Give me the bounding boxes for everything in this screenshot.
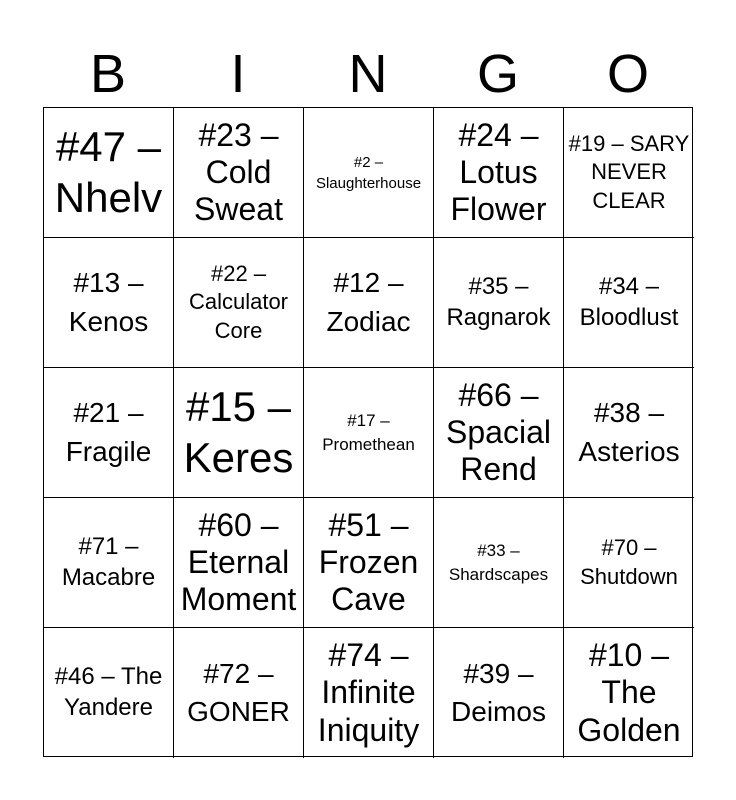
bingo-cell[interactable] [174,368,304,498]
bingo-cell-label: #17 – Promethean [322,410,415,454]
bingo-cell-label: #10 – The Golden [577,637,681,748]
bingo-cell[interactable] [434,238,564,368]
bingo-cell[interactable] [174,628,304,758]
bingo-cell[interactable] [174,238,304,368]
bingo-cell[interactable] [564,108,694,238]
bingo-cell-label: #72 – GONER [187,657,290,727]
bingo-cell[interactable] [564,238,694,368]
bingo-cell[interactable] [304,238,434,368]
bingo-cell[interactable] [434,368,564,498]
header-letter-i: I [230,44,246,104]
header-letter-g: G [476,44,519,104]
bingo-cell[interactable] [434,108,564,238]
bingo-cell-label: #19 – SARY NEVER CLEAR [568,130,690,213]
header-letter-n: N [348,44,388,104]
bingo-cell[interactable] [304,108,434,238]
bingo-cell[interactable] [434,628,564,758]
bingo-cell[interactable] [564,628,694,758]
bingo-cell-label: #70 – Shutdown [580,534,678,589]
bingo-cell-label: #38 – Asterios [578,397,680,467]
bingo-cell[interactable] [44,238,174,368]
bingo-cell-label: #60 – Eternal Moment [180,506,297,618]
bingo-cell-label: #13 – Kenos [68,267,149,337]
header-letter-b: B [89,44,127,104]
header-letter-o: O [606,44,649,104]
bingo-header [43,40,693,108]
bingo-cell-label: #33 – Shardscapes [448,540,549,584]
bingo-cell[interactable] [44,628,174,758]
bingo-cell[interactable] [304,368,434,498]
bingo-cell[interactable] [304,628,434,758]
bingo-cell[interactable] [564,498,694,628]
bingo-cell-label: #23 – Cold Sweat [194,116,283,228]
bingo-cell-label: #74 – Infinite Iniquity [317,637,420,748]
bingo-cell[interactable] [174,498,304,628]
bingo-cell-label: #51 – Frozen Cave [318,506,419,618]
bingo-cell-label: #39 – Deimos [451,657,546,727]
bingo-cell[interactable] [434,498,564,628]
bingo-cell-label: #12 – Zodiac [326,267,411,337]
bingo-cell-label: #15 – Keres [183,383,294,481]
bingo-grid [43,107,693,757]
bingo-cell[interactable] [44,368,174,498]
bingo-cell-label: #66 – Spacial Rend [446,376,551,488]
bingo-cell[interactable] [174,108,304,238]
bingo-cell-label: #35 – Ragnarok [446,272,551,331]
bingo-cell[interactable] [564,368,694,498]
bingo-cell-label: #22 – Calculator Core [188,260,289,343]
bingo-cell-label: #47 – Nhelv [54,123,163,221]
bingo-cell[interactable] [44,498,174,628]
bingo-cell-label: #71 – Macabre [61,532,156,591]
bingo-cell-label: #21 – Fragile [65,397,152,467]
bingo-cell-label: #24 – Lotus Flower [450,116,547,228]
bingo-cell[interactable] [44,108,174,238]
bingo-cell[interactable] [304,498,434,628]
bingo-cell-label: #34 – Bloodlust [579,272,679,331]
bingo-cell-label: #46 – The Yandere [54,663,163,721]
bingo-cell-label: #2 – Slaughterhouse [315,153,422,192]
